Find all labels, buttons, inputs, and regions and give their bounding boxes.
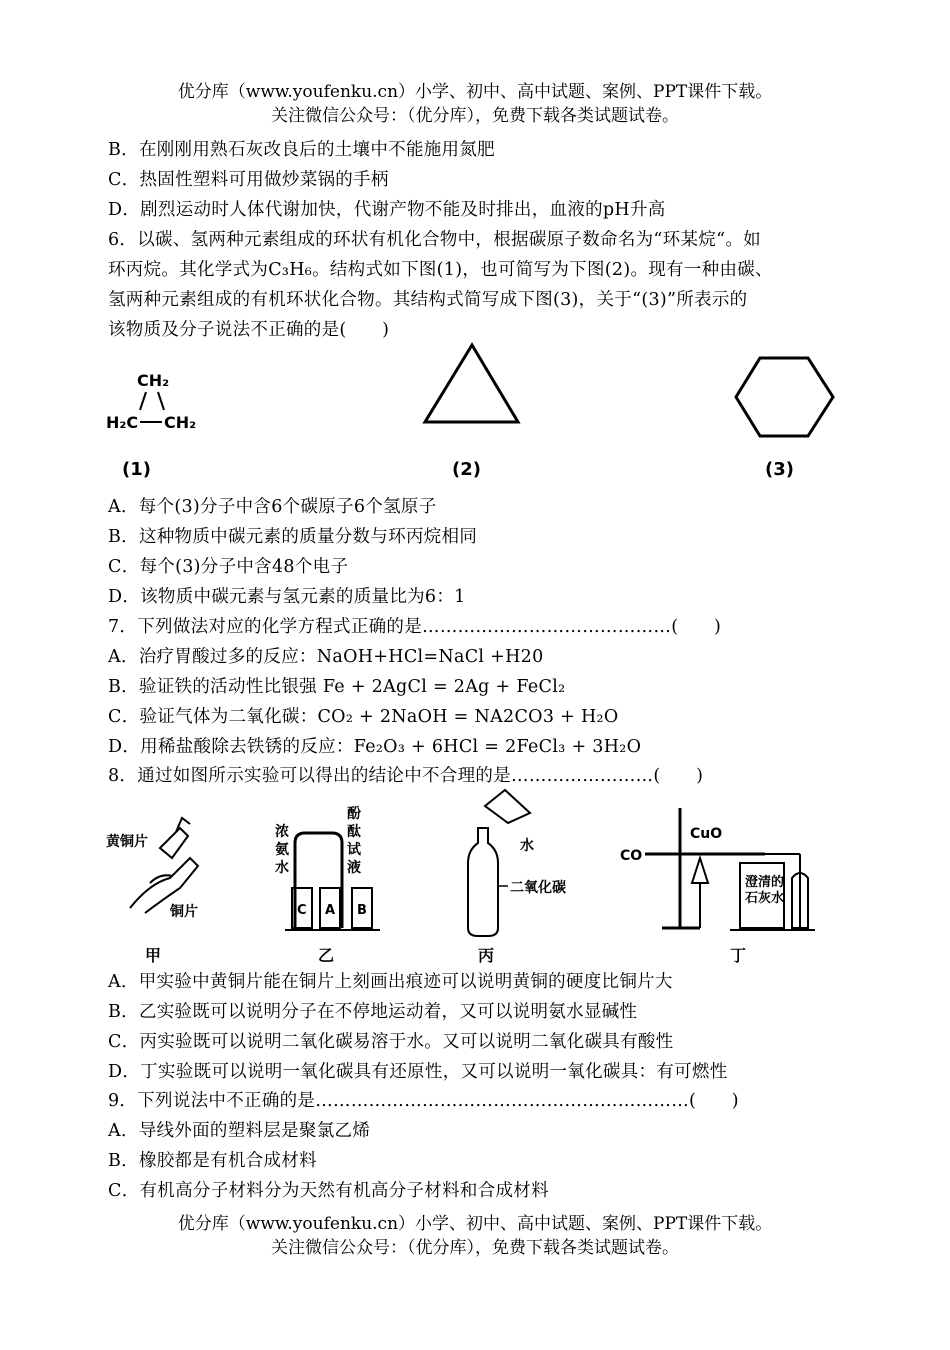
text-line: D．剧烈运动时人体代谢加快，代谢产物不能及时排出，血液的pH升高	[108, 200, 666, 220]
bond-left	[140, 392, 146, 410]
triangle-ring	[425, 345, 518, 422]
option-b: B．这种物质中碳元素的质量分数与环丙烷相同	[108, 527, 478, 547]
option-b: B．橡胶都是有机合成材料	[108, 1151, 317, 1171]
text-line: 氢两种元素组成的有机环状化合物。其结构式简写成下图(3)，关于“(3)”所表示的	[108, 290, 748, 310]
text-line: C．热固性塑料可用做炒菜锅的手柄	[108, 170, 389, 190]
option-a: A．治疗胃酸过多的反应：NaOH+HCl=NaCl +H20	[108, 647, 544, 667]
experiment-jia	[106, 818, 198, 965]
svg-text:水: 水	[275, 860, 289, 876]
question-8-stem: 8．通过如图所示实验可以得出的结论中不合理的是……………………( )	[108, 766, 704, 786]
page-footer	[0, 1212, 950, 1260]
page-header	[0, 80, 950, 128]
experiments-figure	[100, 788, 860, 968]
svg-text:试: 试	[347, 842, 361, 858]
caption-jia: 甲	[145, 946, 162, 965]
structure-label-1: (1)	[122, 459, 151, 480]
copper-label: 铜片	[170, 904, 198, 920]
ch2-right-label: CH₂	[164, 413, 197, 432]
water-label: 水	[520, 838, 534, 854]
question-6-stem: 6．以碳、氢两种元素组成的环状有机化合物中，根据碳原子数命名为“环某烷“。如	[108, 230, 761, 250]
structure-label-3: (3)	[765, 459, 794, 480]
caption-yi: 乙	[318, 946, 335, 965]
header-line-2: 关注微信公众号：（优分库），免费下载各类试题试卷。	[271, 106, 679, 126]
text-line: 该物质及分子说法不正确的是( )	[108, 320, 390, 340]
ch2-top-label: CH₂	[137, 371, 170, 390]
option-b: B．验证铁的活动性比银强 Fe + 2AgCl = 2Ag + FeCl₂	[108, 677, 566, 697]
footer-line-2: 关注微信公众号：（优分库），免费下载各类试题试卷。	[271, 1238, 679, 1258]
svg-text:液: 液	[347, 860, 361, 876]
text-line: B．在刚刚用熟石灰改良后的土壤中不能施用氮肥	[108, 140, 495, 160]
ammonia-char: 浓	[275, 824, 289, 840]
co-label: CO	[620, 848, 643, 864]
brass-label: 黄铜片	[106, 834, 148, 850]
question-7-stem: 7．下列做法对应的化学方程式正确的是……………………………………( )	[108, 617, 722, 637]
beaker-a-label: A	[325, 903, 336, 918]
svg-text:石灰水: 石灰水	[745, 891, 785, 906]
option-b: B．乙实验既可以说明分子在不停地运动着，又可以说明氨水显碱性	[108, 1002, 638, 1022]
structure-label-2: (2)	[452, 459, 481, 480]
question-9-stem: 9．下列说法中不正确的是………………………………………………………( )	[108, 1091, 739, 1111]
option-a: A．导线外面的塑料层是聚氯乙烯	[108, 1121, 371, 1141]
caption-ding: 丁	[730, 946, 747, 965]
beaker-b-label: B	[357, 903, 367, 918]
option-a: A．每个(3)分子中含6个碳原子6个氢原子	[108, 497, 437, 517]
experiment-ding	[620, 808, 815, 965]
header-line-1: 优分库（www.youfenku.cn）小学、初中、高中试题、案例、PPT课件下载。	[177, 82, 773, 102]
caption-bing: 丙	[478, 946, 495, 965]
option-c: C．每个(3)分子中含48个电子	[108, 557, 349, 577]
h2c-label: H₂C	[106, 413, 139, 432]
experiment-bing	[468, 790, 566, 965]
phenol-char: 酚	[347, 806, 361, 822]
svg-text:氨: 氨	[275, 842, 289, 858]
cuo-label: CuO	[690, 826, 723, 842]
lime-water-char: 澄清的	[745, 875, 785, 890]
footer-line-1: 优分库（www.youfenku.cn）小学、初中、高中试题、案例、PPT课件下载。	[177, 1214, 773, 1234]
option-a: A．甲实验中黄铜片能在铜片上刻画出痕迹可以说明黄铜的硬度比铜片大	[108, 972, 673, 992]
svg-text:酞: 酞	[347, 824, 361, 840]
option-d: D．该物质中碳元素与氢元素的质量比为6：1	[108, 587, 466, 607]
experiment-yi	[275, 805, 380, 965]
bond-right	[158, 392, 164, 410]
option-c: C．丙实验既可以说明二氧化碳易溶于水。又可以说明二氧化碳具有酸性	[108, 1032, 674, 1052]
co2-label: 二氧化碳	[510, 880, 566, 896]
option-c: C．验证气体为二氧化碳：CO₂ + 2NaOH = NA2CO3 + H₂O	[108, 707, 619, 727]
text-line: 环丙烷。其化学式为C₃H₆。结构式如下图(1)，也可简写为下图(2)。现有一种由碳、	[108, 260, 773, 280]
option-c: C．有机高分子材料分为天然有机高分子材料和合成材料	[108, 1181, 549, 1201]
option-d: D．丁实验既可以说明一氧化碳具有还原性，又可以说明一氧化碳具：有可燃性	[108, 1062, 728, 1082]
beaker-c-label: C	[297, 903, 307, 918]
option-d: D．用稀盐酸除去铁锈的反应：Fe₂O₃ + 6HCl = 2FeCl₃ + 3H₂O	[108, 737, 642, 757]
cycloalkane-structure-figure	[100, 340, 860, 490]
hexagon-ring	[736, 358, 833, 436]
